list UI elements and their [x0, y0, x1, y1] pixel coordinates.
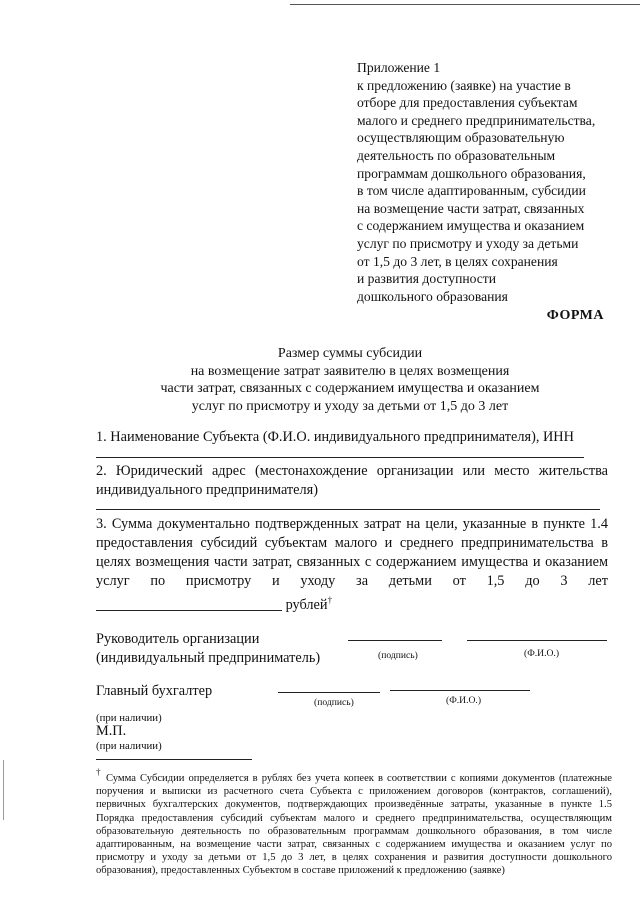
top-border-line [290, 4, 640, 5]
head-label-line2: (индивидуальный предприниматель) [96, 650, 321, 666]
appendix-line: деятельность по образовательным [357, 147, 556, 163]
stamp-place-label: М.П. [96, 723, 127, 739]
document-title [80, 345, 620, 415]
appendix-line: дошкольного образования [357, 288, 508, 304]
title-line: на возмещение затрат заявителю в целях возмещения [190, 363, 510, 379]
form-label: ФОРМА [546, 308, 604, 323]
appendix-line: от 1,5 до 3 лет, в целях сохранения [357, 253, 558, 269]
accountant-name-line[interactable] [390, 690, 530, 691]
title-line: услуг по присмотру и уходу за детьми от 1,5 до 3 лет [191, 398, 509, 414]
appendix-line: малого и среднего предпринимательства, [357, 112, 596, 128]
appendix-header [357, 59, 627, 305]
legal-address-fill-line[interactable] [96, 509, 600, 510]
appendix-line: осуществляющим образовательную [357, 130, 565, 146]
cost-amount-text: 3. Сумма документально подтвержденных затрат на цели, указанные в пункте 1.4 предоставления субсидий субъектам малого и среднего предпринимательства в целях возмещения части затрат, связанных с содержанием имущества и оказанием услуг по присмотру и уходу за детьми от 1,5 до 3 лет [96, 516, 608, 589]
title-line: части затрат, связанных с содержанием имущества и оказанием [160, 381, 540, 396]
accountant-signature-line[interactable] [278, 692, 380, 693]
if-available-note: (при наличии) [96, 712, 162, 724]
appendix-line: Приложение 1 [357, 60, 441, 75]
appendix-line: с содержанием имущества и оказанием [357, 218, 585, 234]
chief-accountant-label: Главный бухгалтер [96, 683, 213, 699]
accountant-signature-caption: (подпись) [314, 697, 354, 708]
head-name-caption: (Ф.И.О.) [524, 648, 560, 659]
accountant-name-caption: (Ф.И.О.) [446, 695, 482, 706]
cost-amount-fill-line[interactable] [96, 596, 282, 611]
section-subject-name: 1. Наименование Субъекта (Ф.И.О. индивидуального предпринимателя), ИНН [96, 429, 574, 445]
footnote-separator [96, 759, 252, 760]
appendix-line: услуг по присмотру и уходу за детьми [357, 235, 579, 251]
head-signature-line[interactable] [348, 640, 442, 641]
head-name-line[interactable] [467, 640, 607, 641]
appendix-line: в том числе адаптированным, субсидии [357, 183, 586, 199]
head-signature-caption: (подпись) [378, 650, 418, 661]
scan-margin-mark [3, 760, 4, 820]
appendix-line: и развития доступности [357, 271, 497, 287]
appendix-line: к предложению (заявке) на участие в [357, 77, 571, 93]
section-cost-amount [96, 515, 608, 615]
cost-amount-unit: рублей [285, 597, 328, 613]
title-line: Размер суммы субсидии [277, 346, 423, 361]
footnote-mark: † [96, 767, 102, 777]
footnote-reference: † [327, 595, 333, 605]
appendix-line: отборе для предоставления субъектам [357, 95, 578, 111]
appendix-line: на возмещение части затрат, связанных [357, 200, 585, 216]
head-of-organization-label [96, 630, 320, 668]
if-available-note: (при наличии) [96, 740, 162, 752]
head-label-line1: Руководитель организации [96, 631, 260, 647]
footnote-text: Сумма Субсидии определяется в рублях без учета копеек в соответствии с копиями документов (платежные поручения и выписки из расчетного счета Субъекта с приложением договоров (контрактов, соглашений), первичных бухгалтерских документов, подтверждающих произведённые затраты, указанные в пункте 1.5 Порядка предоставления субсидий субъектам малого и среднего предпринимательства, осуществляющим образовательную деятельность по образовательным программам дошкольного образования, в том числе адаптированным, на возмещение части затрат, связанных с содержанием имущества и оказанием услуг по присмотру и уходу за детьми от 1,5 до 3 лет, в целях сохранения и развития доступности дошкольного образования), предоставленных Субъектом в составе приложений к предложению (заявке) [96, 773, 613, 877]
appendix-line: программам дошкольного образования, [357, 165, 586, 181]
section-legal-address: 2. Юридический адрес (местонахождение организации или место жительства индивидуального предпринимателя) [96, 463, 608, 498]
footnote [96, 766, 612, 878]
subject-name-fill-line[interactable] [96, 457, 584, 458]
